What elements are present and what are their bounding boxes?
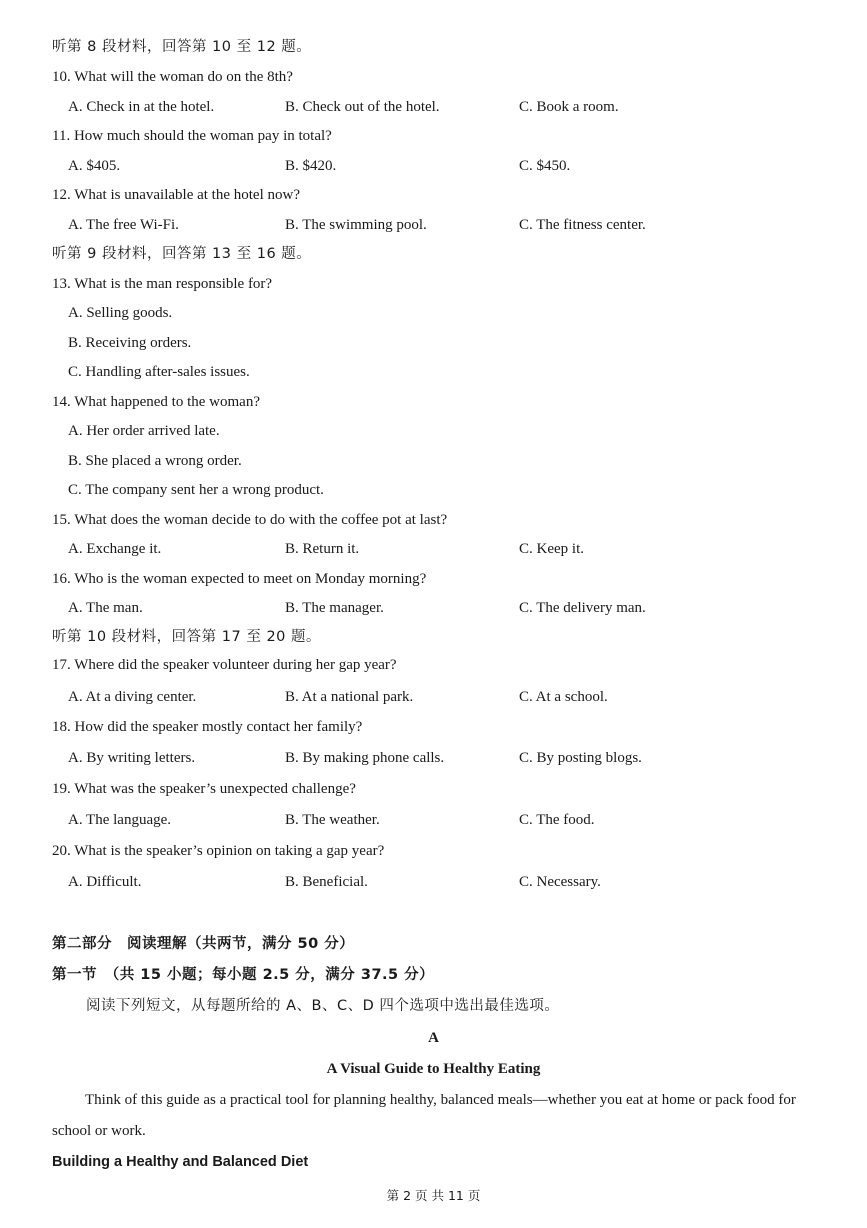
option-a: A. The language. xyxy=(68,812,172,828)
option-a: A. Exchange it. xyxy=(68,541,162,557)
option-c: C. Necessary. xyxy=(519,874,601,890)
question-13: 13. What is the man responsible for? xyxy=(52,276,273,292)
option-b: B. The swimming pool. xyxy=(285,217,427,233)
option-a: A. The free Wi-Fi. xyxy=(68,217,179,233)
option-c: C. The delivery man. xyxy=(519,600,646,616)
passage-label: A xyxy=(428,1030,439,1046)
option-c: C. By posting blogs. xyxy=(519,750,642,766)
question-10: 10. What will the woman do on the 8th? xyxy=(52,69,293,85)
question-16: 16. Who is the woman expected to meet on Monday morning? xyxy=(52,571,427,587)
option-c: C. $450. xyxy=(519,158,571,174)
part2-title: 第二部分 阅读理解（共两节，满分 50 分） xyxy=(52,936,355,952)
option-14b: B. She placed a wrong order. xyxy=(68,453,242,469)
subheading: Building a Healthy and Balanced Diet xyxy=(52,1154,309,1170)
option-a: A. $405. xyxy=(68,158,121,174)
question-12: 12. What is unavailable at the hotel now? xyxy=(52,187,300,203)
option-c: C. Keep it. xyxy=(519,541,584,557)
section-heading-10: 听第 10 段材料，回答第 17 至 20 题。 xyxy=(52,629,322,645)
option-c: C. At a school. xyxy=(519,689,608,705)
section-heading-8: 听第 8 段材料，回答第 10 至 12 题。 xyxy=(52,39,312,55)
option-b: B. Check out of the hotel. xyxy=(285,99,440,115)
option-a: A. Difficult. xyxy=(68,874,142,890)
option-b: B. At a national park. xyxy=(285,689,414,705)
option-b: B. $420. xyxy=(285,158,337,174)
option-c: C. The food. xyxy=(519,812,595,828)
option-b: B. Beneficial. xyxy=(285,874,368,890)
question-18: 18. How did the speaker mostly contact her family? xyxy=(52,719,363,735)
option-c: C. The fitness center. xyxy=(519,217,646,233)
question-14: 14. What happened to the woman? xyxy=(52,394,260,410)
option-13c: C. Handling after-sales issues. xyxy=(68,364,250,380)
option-b: B. The manager. xyxy=(285,600,384,616)
question-17: 17. Where did the speaker volunteer during her gap year? xyxy=(52,657,397,673)
option-13a: A. Selling goods. xyxy=(68,305,173,321)
question-11: 11. How much should the woman pay in total? xyxy=(52,128,332,144)
option-13b: B. Receiving orders. xyxy=(68,335,192,351)
passage-title: A Visual Guide to Healthy Eating xyxy=(326,1061,541,1077)
option-a: A. Check in at the hotel. xyxy=(68,99,215,115)
option-b: B. The weather. xyxy=(285,812,380,828)
option-a: A. At a diving center. xyxy=(68,689,197,705)
option-b: B. By making phone calls. xyxy=(285,750,445,766)
option-14c: C. The company sent her a wrong product. xyxy=(68,482,324,498)
option-a: A. By writing letters. xyxy=(68,750,196,766)
option-14a: A. Her order arrived late. xyxy=(68,423,220,439)
option-a: A. The man. xyxy=(68,600,143,616)
part2-instruction: 阅读下列短文，从每题所给的 A、B、C、D 四个选项中选出最佳选项。 xyxy=(86,998,560,1014)
part2-section1: 第一节 （共 15 小题；每小题 2.5 分，满分 37.5 分） xyxy=(52,967,435,983)
question-19: 19. What was the speaker’s unexpected challenge? xyxy=(52,781,356,797)
passage-paragraph xyxy=(52,1085,822,1147)
option-b: B. Return it. xyxy=(285,541,360,557)
section-heading-9: 听第 9 段材料，回答第 13 至 16 题。 xyxy=(52,246,312,262)
paragraph-text: Think of this guide as a practical tool for planning healthy, balanced meals—whether you eat at home or pack food for school or work. xyxy=(52,1092,796,1139)
page-footer: 第 2 页 共 11 页 xyxy=(386,1188,481,1203)
option-c: C. Book a room. xyxy=(519,99,619,115)
question-15: 15. What does the woman decide to do with the coffee pot at last? xyxy=(52,512,448,528)
question-20: 20. What is the speaker’s opinion on taking a gap year? xyxy=(52,843,385,859)
